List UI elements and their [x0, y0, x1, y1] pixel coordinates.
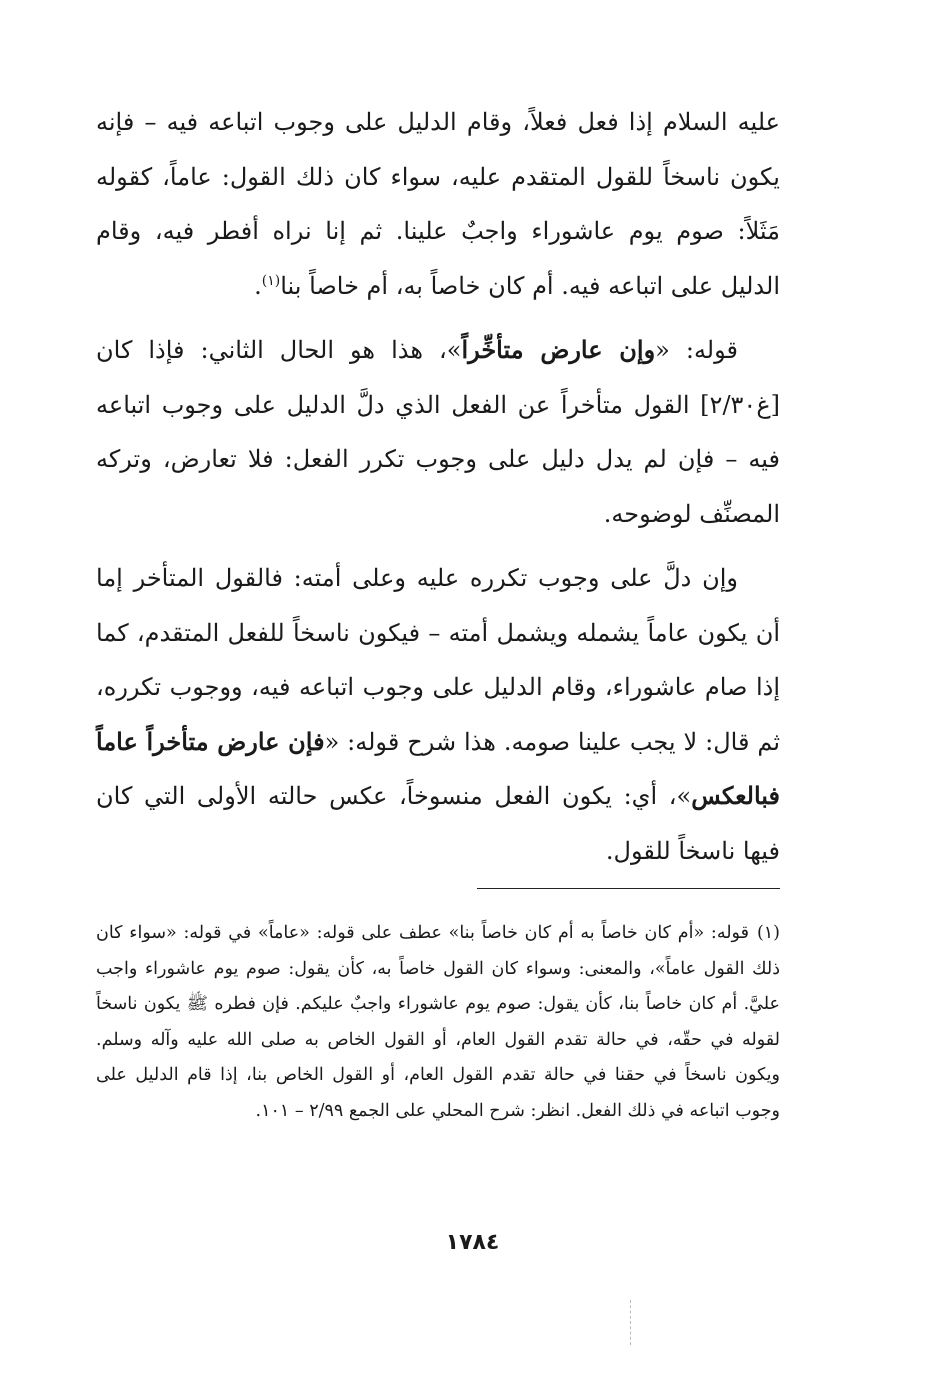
paragraph-3-rest: »، أي: يكون الفعل منسوخاً، عكس حالته الأولى التي كان فيها ناسخاً للقول.	[96, 782, 780, 865]
main-text-body	[96, 95, 780, 888]
footnote-number: (١)	[756, 923, 780, 943]
paragraph-3-quote: فإن عارض متأخراً عاماً فبالعكس	[96, 726, 780, 810]
paragraph-1-text: عليه السلام إذا فعل فعلاً، وقام الدليل على وجوب اتباعه فيه – فإنه يكون ناسخاً للقول المتقدم عليه، سواء كان ذلك القول: عاماً، كقوله مَثَلاً: صوم يوم عاشوراء واجبٌ علينا. ثم إنا نراه أفطر فيه، وقام الدليل على اتباعه فيه. أم كان خاصاً به، أم خاصاً بنا	[96, 108, 780, 300]
paragraph-2	[96, 323, 780, 541]
paragraph-2-lead: قوله: «	[655, 336, 738, 364]
footnote-text: قوله: «أم كان خاصاً به أم كان خاصاً بنا» عطف على قوله: «عاماً» في قوله: «سواء كان ذلك القول عاماً»، والمعنى: وسواء كان القول خاصاً به، كأن يقول: صوم يوم عاشوراء واجب عليَّ. أم كان خاصاً بنا، كأن يقول: صوم يوم عاشوراء واجبٌ عليكم. فإن فطره ﷺ يكون ناسخاً لقوله في حقّه، في حالة تقدم القول العام، أو القول الخاص به صلى الله عليه وآله وسلم. ويكون ناسخاً في حقنا في حالة تقدم القول العام، أو القول الخاص بنا، إذا قام الدليل على وجوب اتباعه في ذلك الفعل. انظر: شرح المحلي على الجمع ٢/٩٩ – ١٠١.	[96, 923, 780, 1121]
paragraph-1	[96, 95, 780, 313]
page-number: ١٧٨٤	[445, 1230, 500, 1255]
scan-artifact-mark	[630, 1300, 632, 1345]
footnote-divider	[477, 888, 780, 889]
paragraph-1-end: .	[254, 271, 262, 300]
paragraph-2-quote: وإن عارض متأخِّراً	[461, 335, 656, 364]
paragraph-3	[96, 551, 780, 878]
paragraph-3-text: وإن دلَّ على وجوب تكرره عليه وعلى أمته: فالقول المتأخر إما أن يكون عاماً يشمله ويشمل أمته – فيكون ناسخاً للفعل المتقدم، كما إذا صام عاشوراء، وقام الدليل على وجوب اتباعه فيه، ووجوب تكرره، ثم قال: لا يجب علينا صومه. هذا شرح قوله: «	[96, 564, 781, 756]
footnote-reference[interactable]: (١)	[261, 272, 281, 289]
footnote	[96, 916, 780, 1129]
paragraph-2-rest: »، هذا هو الحال الثاني: فإذا كان [غ٢/٣٠] القول متأخراً عن الفعل الذي دلَّ الدليل على وجوب اتباعه فيه – فإن لم يدل دليل على وجوب تكرر الفعل: فلا تعارض، وتركه المصنِّف لوضوحه.	[96, 336, 780, 528]
